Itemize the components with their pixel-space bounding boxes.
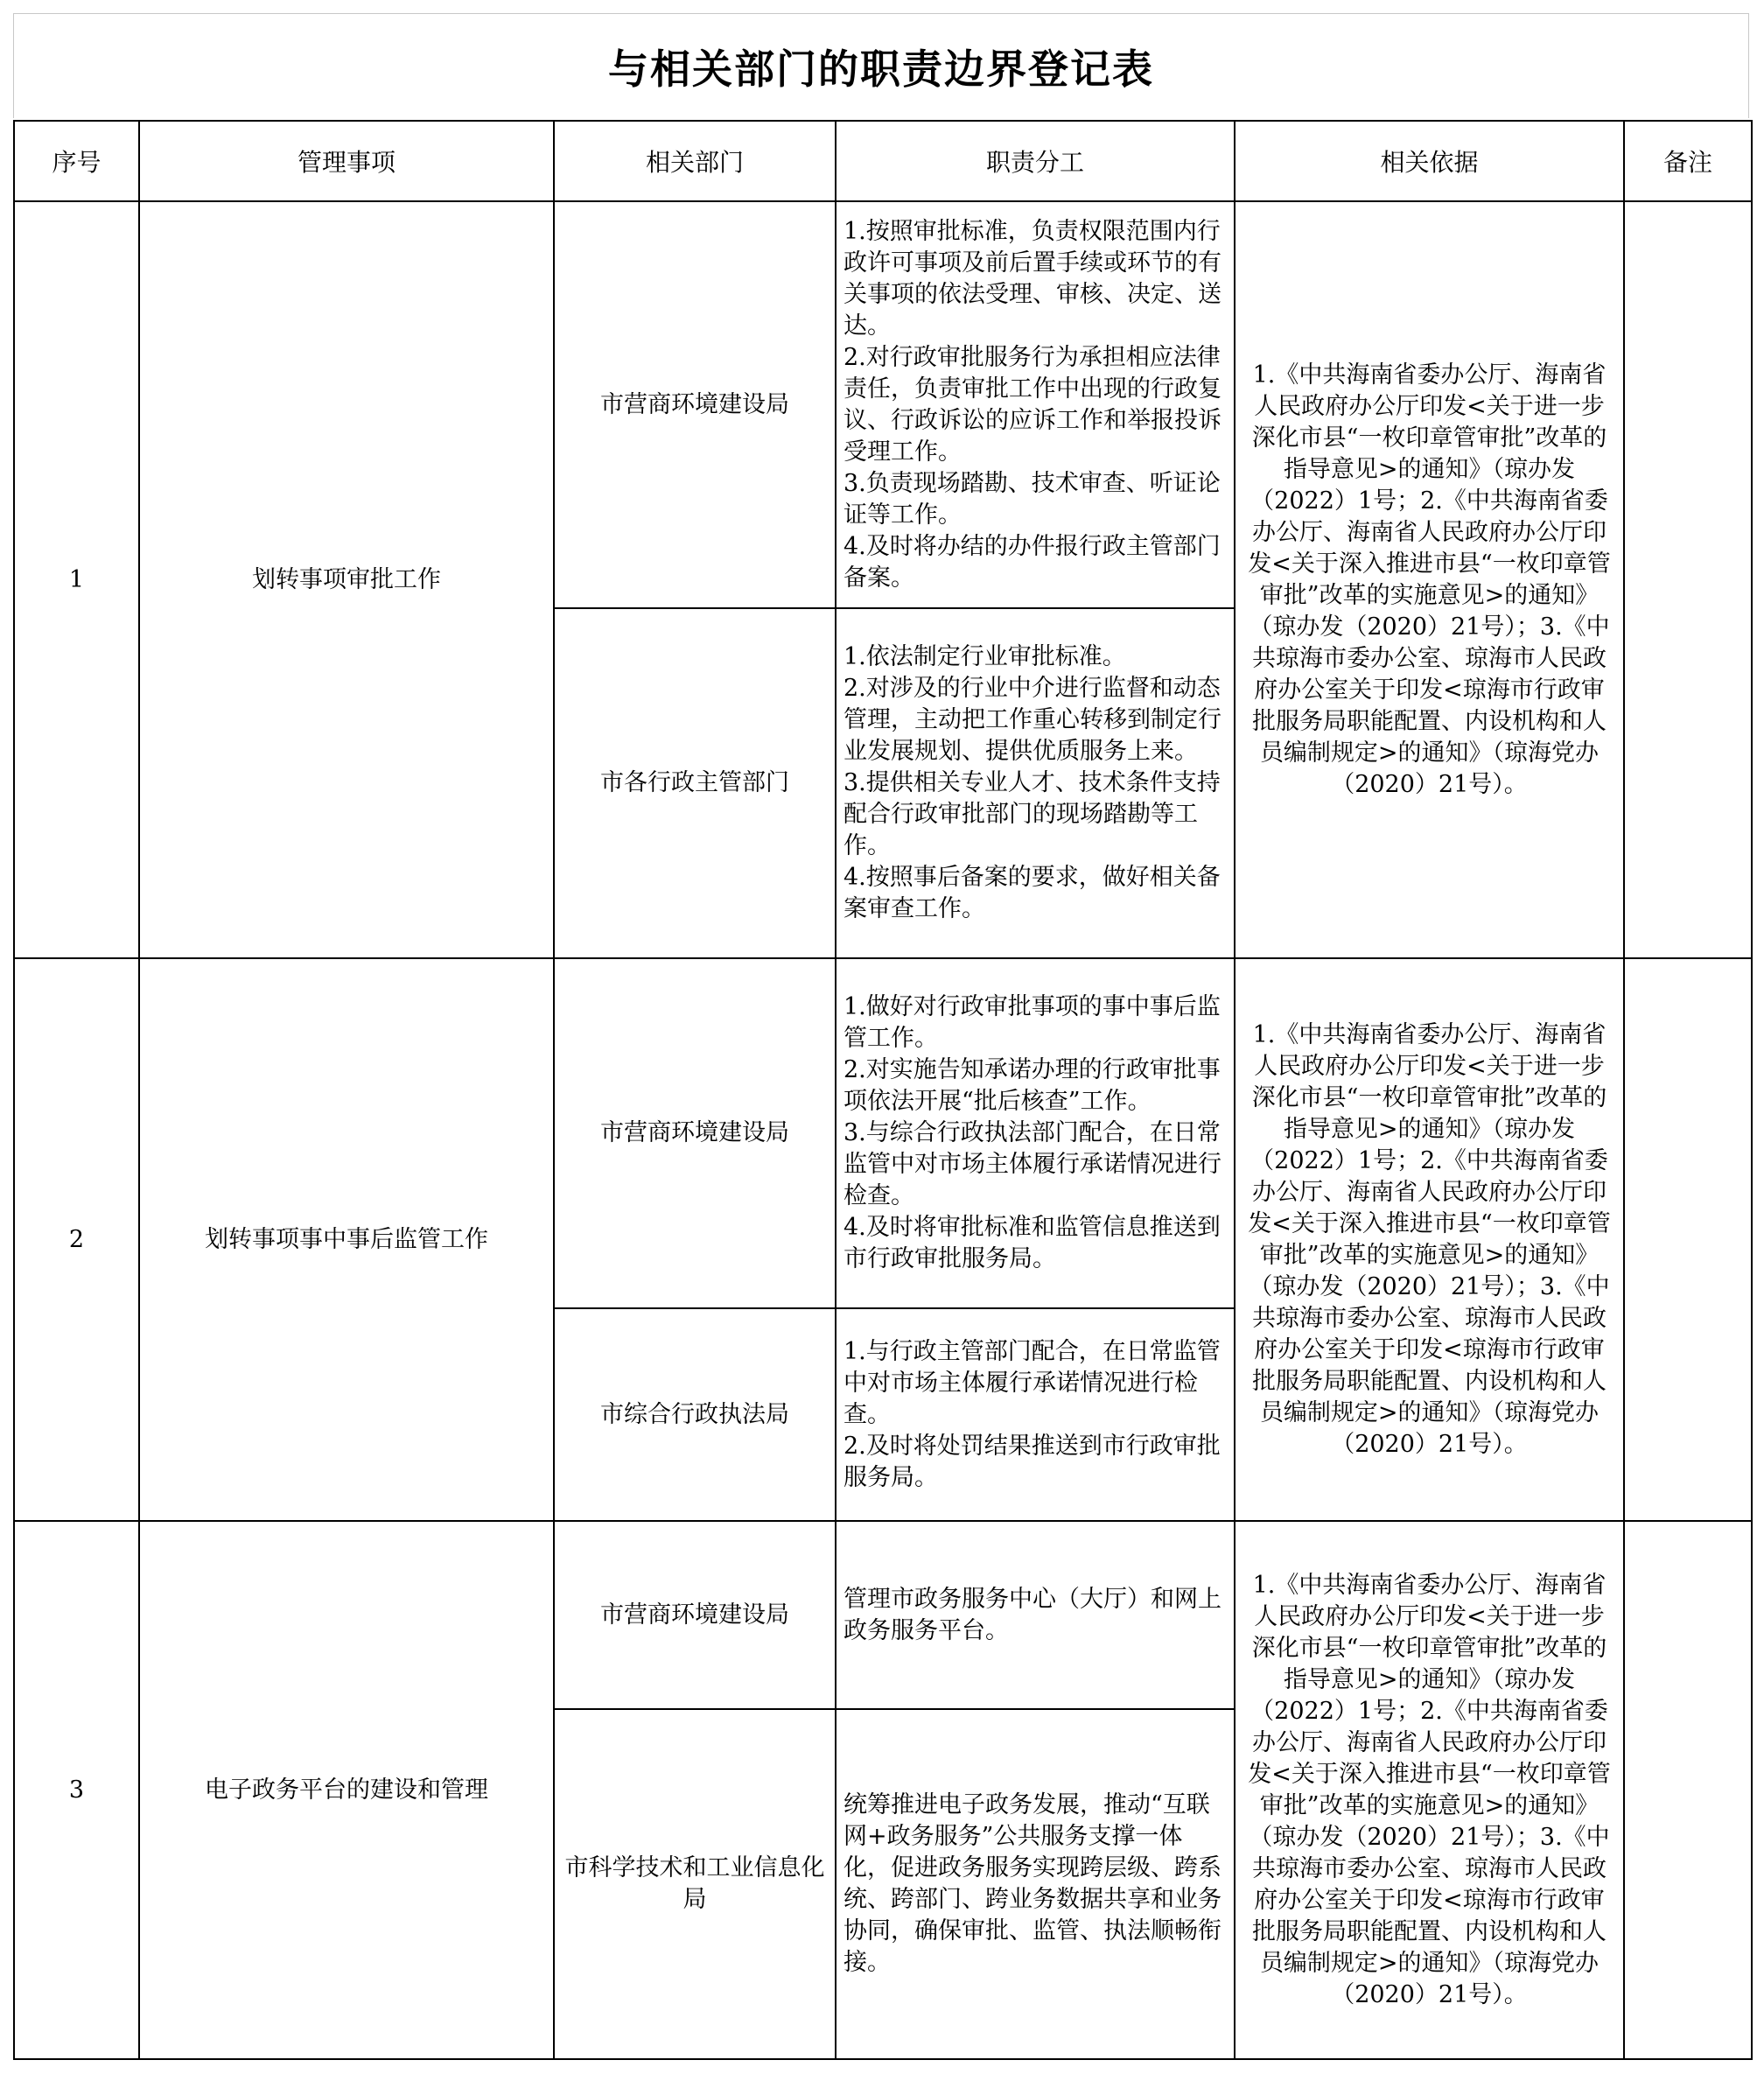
page-title: 与相关部门的职责边界登记表	[608, 45, 1154, 93]
duty-item: 统筹推进电子政务发展，推动“互联网+政务服务”公共服务支撑一体化，促进政务服务实现跨层级、跨系统、跨部门、跨业务数据共享和业务协同，确保审批、监管、执法顺畅衔接。	[844, 1791, 1222, 1976]
remark-cell	[1624, 201, 1752, 958]
duty-item: 管理市政务服务中心（大厅）和网上政务服务平台。	[844, 1585, 1222, 1644]
header-dept: 相关部门	[554, 121, 836, 201]
table-row	[14, 201, 1752, 608]
dept-cell: 市营商环境建设局	[554, 201, 836, 608]
matter-cell: 电子政务平台的建设和管理	[139, 1521, 554, 2059]
dept-cell: 市营商环境建设局	[554, 958, 836, 1308]
duty-cell	[836, 958, 1235, 1308]
remark-cell	[1624, 958, 1752, 1521]
basis-cell: 1.《中共海南省委办公厅、海南省人民政府办公厅印发<关于进一步深化市县“一枚印章管审批”改革的指导意见>的通知》（琼办发（2022）1号；2.《中共海南省委办公厅、海南省人民政府办公厅印发<关于深入推进市县“一枚印章管审批”改革的实施意见>的通知》（琼办发（2020）21号）；3.《中共琼海市委办公室、琼海市人民政府办公室关于印发<琼海市行政审批服务局职能配置、内设机构和人员编制规定>的通知》（琼海党办（2020）21号）。	[1235, 201, 1624, 958]
duty-item: 1.按照审批标准，负责权限范围内行政许可事项及前后置手续或环节的有关事项的依法受理、审核、决定、送达。	[844, 217, 1222, 340]
duty-cell	[836, 608, 1235, 958]
duty-cell	[836, 1709, 1235, 2059]
duty-item: 2.及时将处罚结果推送到市行政审批服务局。	[844, 1432, 1221, 1491]
header-remark: 备注	[1624, 121, 1752, 201]
basis-cell: 1.《中共海南省委办公厅、海南省人民政府办公厅印发<关于进一步深化市县“一枚印章管审批”改革的指导意见>的通知》（琼办发（2022）1号；2.《中共海南省委办公厅、海南省人民政府办公厅印发<关于深入推进市县“一枚印章管审批”改革的实施意见>的通知》（琼办发（2020）21号）；3.《中共琼海市委办公室、琼海市人民政府办公室关于印发<琼海市行政审批服务局职能配置、内设机构和人员编制规定>的通知》（琼海党办（2020）21号）。	[1235, 958, 1624, 1521]
registration-sheet	[13, 13, 1751, 2061]
duty-cell	[836, 1308, 1235, 1521]
table-row	[14, 1521, 1752, 1709]
duty-item: 3.与综合行政执法部门配合，在日常监管中对市场主体履行承诺情况进行检查。	[844, 1119, 1222, 1209]
header-row	[14, 121, 1752, 201]
duty-item: 2.对实施告知承诺办理的行政审批事项依法开展“批后核查”工作。	[844, 1056, 1221, 1115]
seq-cell: 2	[14, 958, 139, 1521]
duty-item: 4.及时将审批标准和监管信息推送到市行政审批服务局。	[844, 1214, 1221, 1272]
matter-cell: 划转事项事中事后监管工作	[139, 958, 554, 1521]
duty-boundary-table	[13, 120, 1753, 2060]
header-matter: 管理事项	[139, 121, 554, 201]
duty-item: 1.与行政主管部门配合，在日常监管中对市场主体履行承诺情况进行检查。	[844, 1337, 1221, 1428]
remark-cell	[1624, 1521, 1752, 2059]
duty-item: 3.提供相关专业人才、技术条件支持配合行政审批部门的现场踏勘等工作。	[844, 769, 1221, 859]
title-box	[13, 13, 1749, 118]
dept-cell: 市科学技术和工业信息化局	[554, 1709, 836, 2059]
duty-item: 1.做好对行政审批事项的事中事后监管工作。	[844, 993, 1221, 1052]
dept-cell: 市营商环境建设局	[554, 1521, 836, 1709]
matter-cell: 划转事项审批工作	[139, 201, 554, 958]
duty-item: 2.对行政审批服务行为承担相应法律责任，负责审批工作中出现的行政复议、行政诉讼的应诉工作和举报投诉受理工作。	[844, 343, 1222, 466]
duty-item: 1.依法制定行业审批标准。	[844, 643, 1126, 670]
duty-cell	[836, 1521, 1235, 1709]
duty-item: 4.及时将办结的办件报行政主管部门备案。	[844, 532, 1221, 592]
duty-item: 4.按照事后备案的要求，做好相关备案审查工作。	[844, 864, 1221, 922]
duty-item: 2.对涉及的行业中介进行监督和动态管理，主动把工作重心转移到制定行业发展规划、提供优质服务上来。	[844, 675, 1222, 765]
seq-cell: 3	[14, 1521, 139, 2059]
header-seq: 序号	[14, 121, 139, 201]
dept-cell: 市综合行政执法局	[554, 1308, 836, 1521]
seq-cell: 1	[14, 201, 139, 958]
basis-cell: 1.《中共海南省委办公厅、海南省人民政府办公厅印发<关于进一步深化市县“一枚印章管审批”改革的指导意见>的通知》（琼办发（2022）1号；2.《中共海南省委办公厅、海南省人民政府办公厅印发<关于深入推进市县“一枚印章管审批”改革的实施意见>的通知》（琼办发（2020）21号）；3.《中共琼海市委办公室、琼海市人民政府办公室关于印发<琼海市行政审批服务局职能配置、内设机构和人员编制规定>的通知》（琼海党办（2020）21号）。	[1235, 1521, 1624, 2059]
header-basis: 相关依据	[1235, 121, 1624, 201]
header-duty: 职责分工	[836, 121, 1235, 201]
duty-cell	[836, 201, 1235, 608]
duty-item: 3.负责现场踏勘、技术审查、听证论证等工作。	[844, 469, 1221, 529]
dept-cell: 市各行政主管部门	[554, 608, 836, 958]
table-row	[14, 958, 1752, 1308]
